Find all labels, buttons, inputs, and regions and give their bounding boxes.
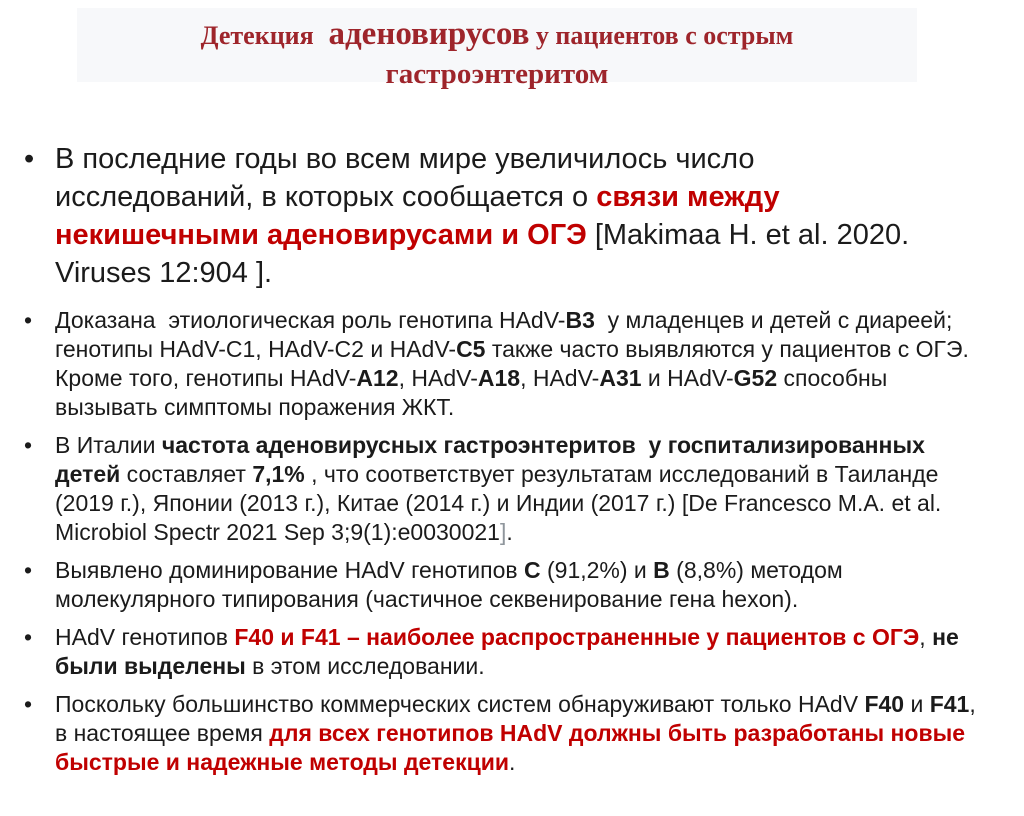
bullet-marker: • (24, 143, 35, 175)
bullet-marker: • (24, 307, 33, 333)
bullet-item-1 (0, 140, 1024, 292)
bullet-marker: • (24, 432, 33, 458)
text-run: С (523, 557, 541, 583)
bullet-text (55, 143, 917, 289)
title-text-small: у пациентов с острым (529, 21, 794, 50)
text-run: , что соответствует результатам исследований в Таиланде (2019 г.), Японии (2013 г.), Китае (2014 г.) и Индии (2017 г.) [De Francesco M.A. et al. Microbiol Spectr 2021 Sep 3;9(1):e0030021 (55, 461, 948, 545)
text-run: и (904, 691, 930, 717)
bullet-item-6 (0, 690, 1024, 777)
text-run: G52 (733, 365, 778, 391)
text-run: F41 (929, 691, 970, 717)
text-run: у младенцев и детей с диареей; генотипы HAdV-C1, HAdV-C2 и HAdV- (55, 307, 959, 362)
text-run: . (506, 519, 513, 545)
text-run: 7,1% (252, 461, 305, 487)
slide-title-line1 (77, 16, 917, 58)
text-run: В последние годы во всем мире увеличилось число исследований, в которых сообщается о (55, 143, 763, 213)
slide-title-line2: гастроэнтеритом (385, 58, 609, 90)
text-run: – наиболее распространенные у пациентов с ОГЭ (340, 624, 920, 650)
text-run: для всех генотипов HAdV должны быть разработаны новые быстрые и надежные методы детекции (55, 720, 972, 775)
text-run: ] (499, 519, 507, 545)
text-run: В Италии (55, 432, 162, 458)
text-run: [Makimaa H. et al. 2020. Viruses 12:904 ]. (55, 219, 918, 289)
bullet-item-5 (0, 623, 1024, 681)
text-run: способны вызывать симптомы поражения ЖКТ. (55, 365, 894, 420)
text-run: составляет (120, 461, 253, 487)
bullet-marker: • (24, 691, 33, 717)
text-run: HAdV генотипов (55, 624, 235, 650)
text-run: , (919, 624, 933, 650)
text-run: (91,2%) и (540, 557, 654, 583)
bullet-item-4 (0, 556, 1024, 614)
bullet-marker: • (24, 624, 33, 650)
text-run: , HAdV- (520, 365, 600, 391)
bullet-text (55, 691, 982, 775)
text-run: связи между некишечными аденовирусами и ОГЭ (55, 181, 788, 251)
text-run: A31 (599, 365, 642, 391)
text-run: A12 (356, 365, 399, 391)
text-run: F40 и F41 (234, 624, 341, 650)
bullet-text (55, 557, 849, 612)
text-run: и HAdV- (641, 365, 734, 391)
slide-title-banner (77, 8, 917, 90)
text-run: в этом исследовании. (245, 653, 485, 679)
bullet-text (55, 432, 948, 545)
text-run: , в настоящее время (55, 691, 983, 746)
text-run: , HAdV- (398, 365, 478, 391)
text-run: также часто выявляются у пациентов с ОГЭ. Кроме того, генотипы HAdV- (55, 336, 982, 391)
text-run: Доказана этиологическая роль генотипа HAdV- (55, 307, 566, 333)
bullet-text (55, 307, 982, 420)
text-run: не были выделены (55, 624, 966, 679)
text-run: Поскольку большинство коммерческих систем обнаруживают только HAdV (55, 691, 865, 717)
text-run: В (653, 557, 670, 583)
text-run: F40 (864, 691, 905, 717)
text-run: C5 (456, 336, 486, 362)
bullet-marker: • (24, 557, 33, 583)
text-run: A18 (477, 365, 521, 391)
text-run: Выявлено доминирование HAdV генотипов (55, 557, 524, 583)
text-run: . (509, 749, 516, 775)
title-text-small: Детекция (200, 21, 321, 50)
text-run: (8,8%) методом молекулярного типирования (частичное секвенирование гена hexon). (55, 557, 850, 612)
title-text-large: аденовирусов (320, 16, 530, 52)
text-run: B3 (565, 307, 595, 333)
bullet-item-2 (0, 306, 1024, 422)
text-run: частота аденовирусных гастроэнтеритов у госпитализированных детей (55, 432, 932, 487)
bullet-item-3 (0, 431, 1024, 547)
bullet-text (55, 624, 965, 679)
bullet-list (0, 140, 1024, 786)
